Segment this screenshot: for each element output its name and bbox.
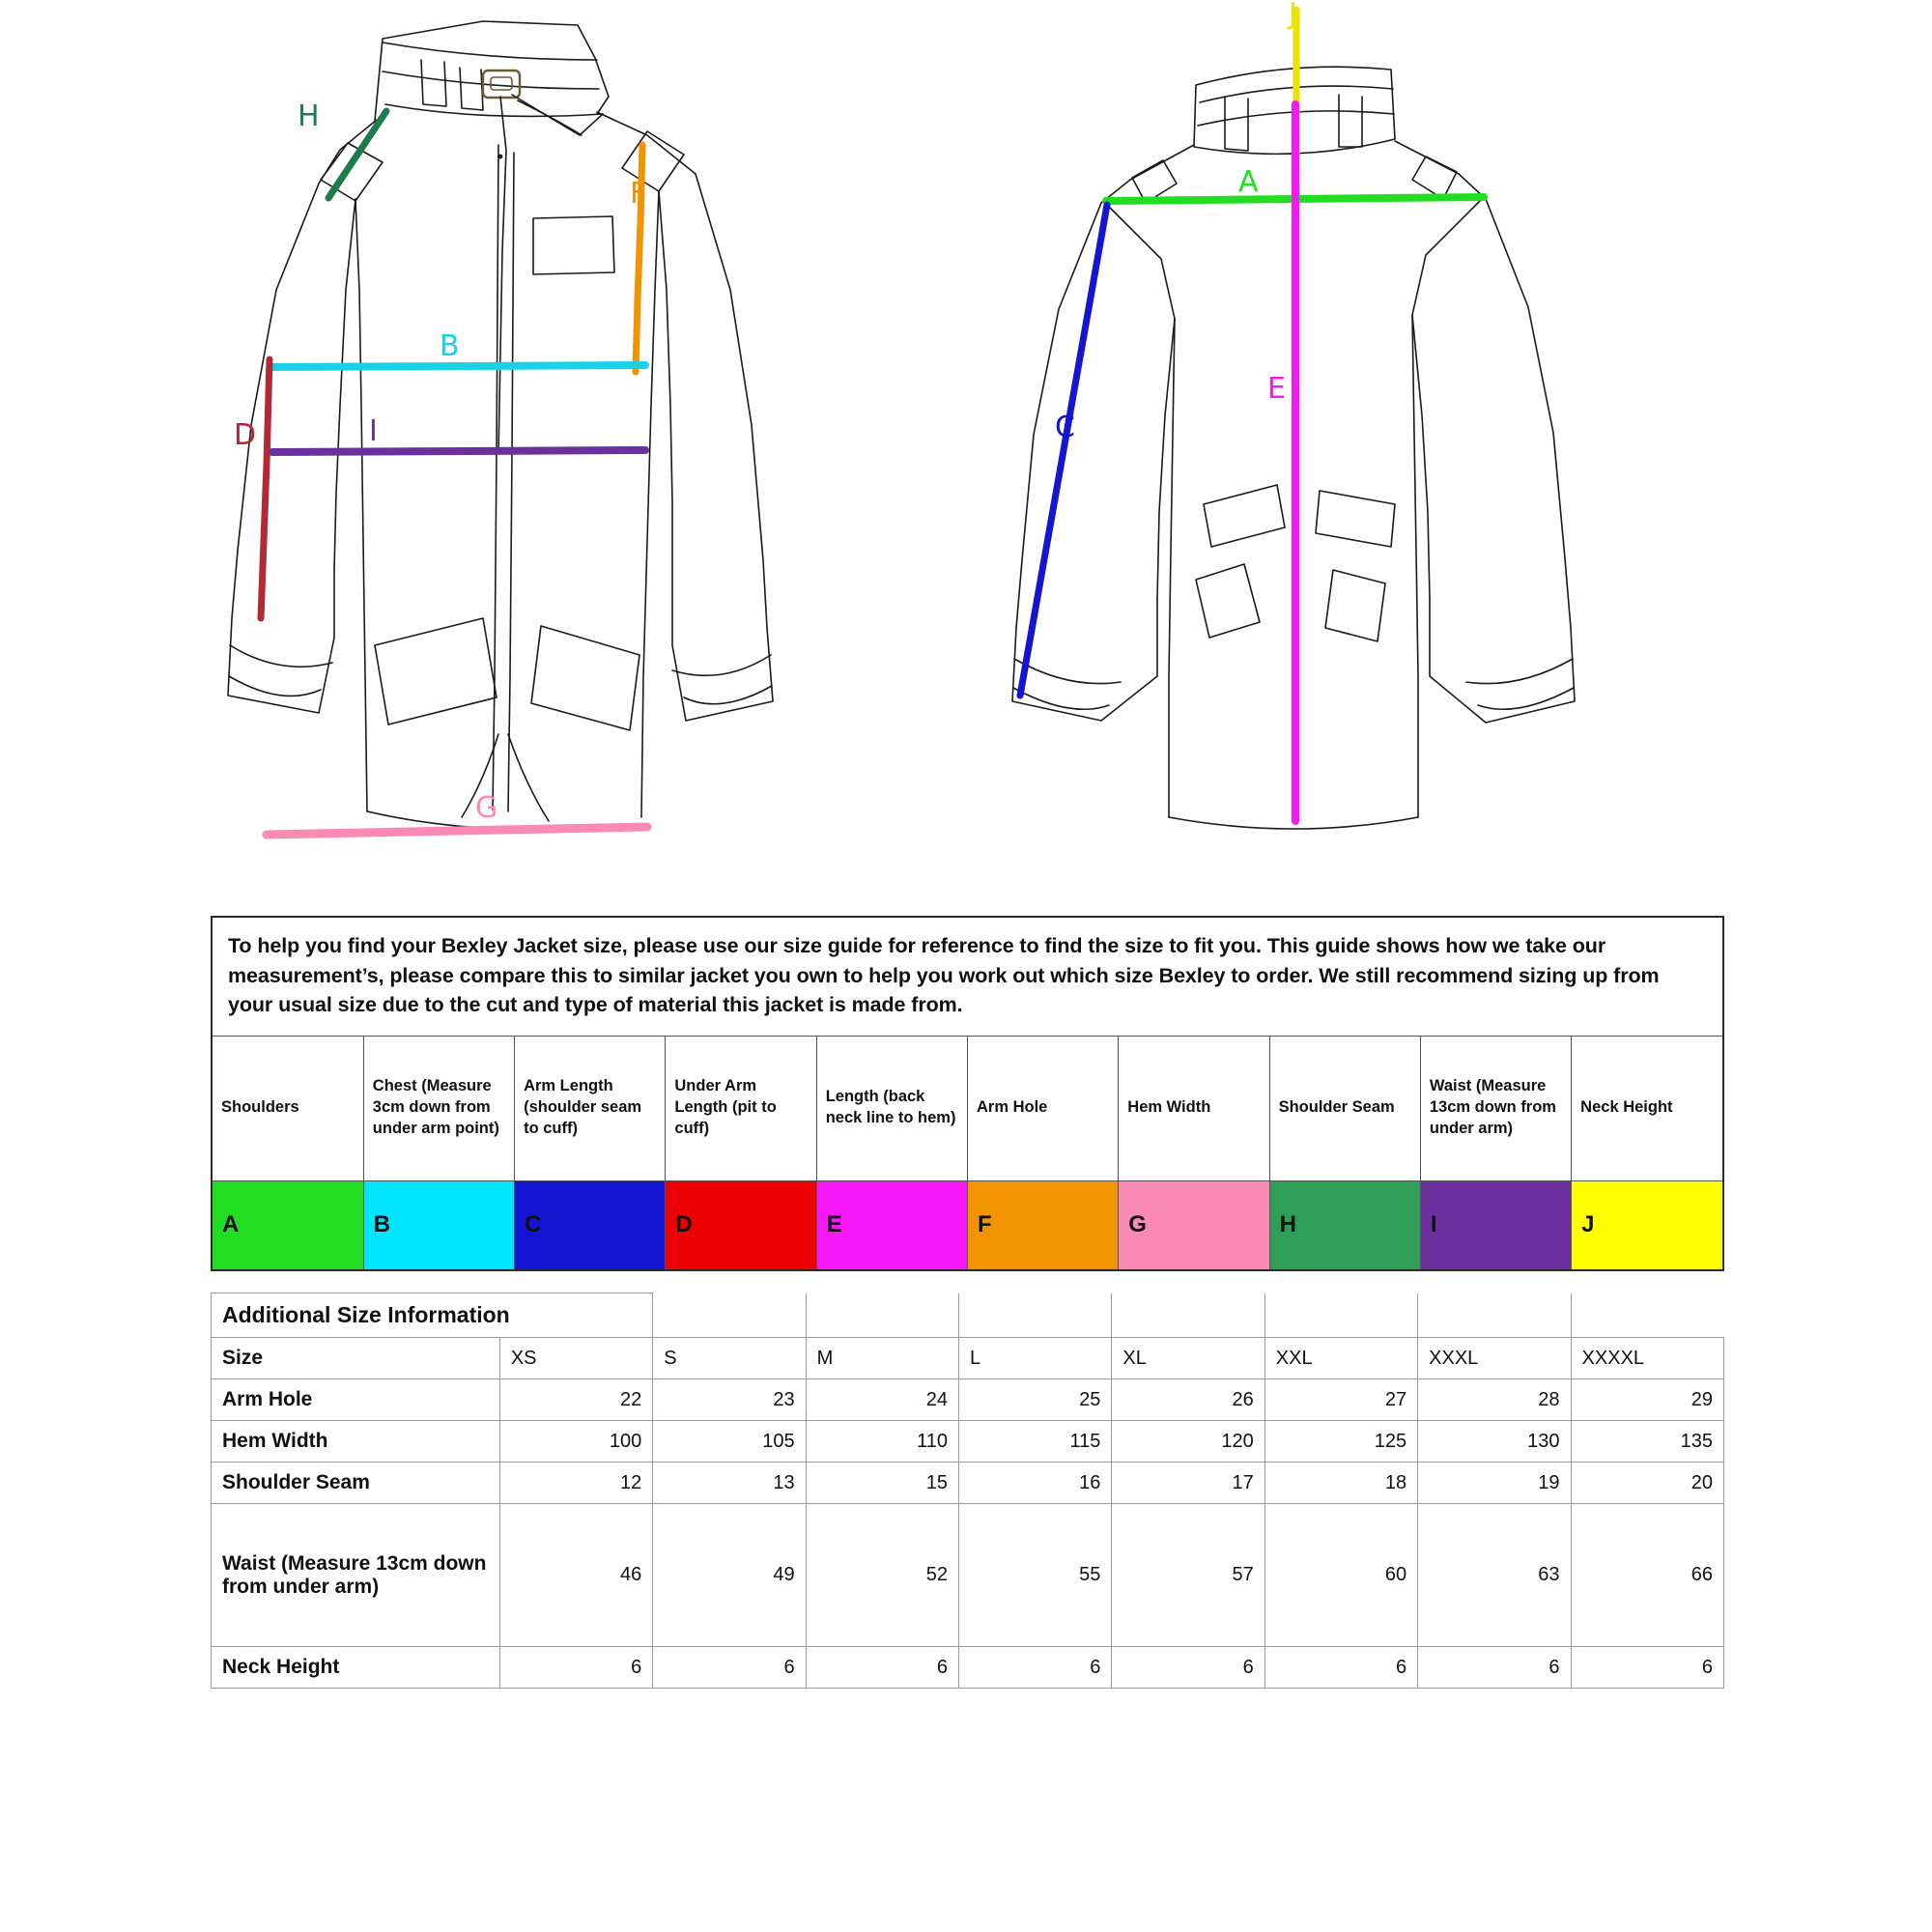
measure-line-b (271, 365, 645, 367)
swatch-g: G (1119, 1180, 1269, 1269)
size-header-xs: XS (499, 1338, 652, 1379)
swatch-e: E (816, 1180, 967, 1269)
title-spacer-5 (1264, 1293, 1417, 1338)
cell-hem-width-xs: 100 (499, 1421, 652, 1463)
additional-title: Additional Size Information (212, 1293, 653, 1338)
row-label-waist: Waist (Measure 13cm down from under arm) (212, 1504, 500, 1647)
title-spacer-7 (1571, 1293, 1723, 1338)
size-header-xxxxl: XXXXL (1571, 1338, 1723, 1379)
measurement-header-j: Neck Height (1572, 1036, 1722, 1180)
size-header-l: L (958, 1338, 1111, 1379)
cell-arm-hole-xxxxl: 29 (1571, 1379, 1723, 1421)
cell-neck-height-xs: 6 (499, 1647, 652, 1689)
cell-hem-width-xxxl: 130 (1418, 1421, 1571, 1463)
measure-label-h: H (298, 99, 320, 133)
additional-size-header-row (212, 1338, 1724, 1379)
cell-hem-width-l: 115 (958, 1421, 1111, 1463)
measurement-header-row (213, 1036, 1722, 1180)
cell-arm-hole-xl: 26 (1112, 1379, 1264, 1421)
measurement-header-b: Chest (Measure 3cm down from under arm point) (363, 1036, 514, 1180)
swatch-d: D (666, 1180, 816, 1269)
cell-shoulder-seam-xs: 12 (499, 1463, 652, 1504)
swatch-b: B (363, 1180, 514, 1269)
cell-hem-width-xxl: 125 (1264, 1421, 1417, 1463)
measure-label-g: G (475, 791, 498, 825)
measure-line-d (261, 359, 270, 618)
size-header-xxxl: XXXL (1418, 1338, 1571, 1379)
cell-hem-width-m: 110 (806, 1421, 958, 1463)
row-label-neck-height: Neck Height (212, 1647, 500, 1689)
measure-line-i (272, 450, 645, 452)
table-row (212, 1647, 1724, 1689)
cell-neck-height-xxl: 6 (1264, 1647, 1417, 1689)
cell-shoulder-seam-xxl: 18 (1264, 1463, 1417, 1504)
size-row-label: Size (212, 1338, 500, 1379)
measurement-key-table (213, 1036, 1722, 1270)
cell-arm-hole-m: 24 (806, 1379, 958, 1421)
cell-hem-width-s: 105 (653, 1421, 806, 1463)
title-spacer-1 (653, 1293, 806, 1338)
measurement-header-d: Under Arm Length (pit to cuff) (666, 1036, 816, 1180)
table-row (212, 1504, 1724, 1647)
row-label-hem-width: Hem Width (212, 1421, 500, 1463)
measure-label-j: J (1289, 0, 1297, 31)
measurement-header-e: Length (back neck line to hem) (816, 1036, 967, 1180)
measure-label-d: D (234, 418, 257, 452)
cell-neck-height-xxxl: 6 (1418, 1647, 1571, 1689)
title-spacer-2 (806, 1293, 958, 1338)
cell-waist-xxxl: 63 (1418, 1504, 1571, 1647)
measurement-swatch-row (213, 1180, 1722, 1269)
size-header-s: S (653, 1338, 806, 1379)
cell-arm-hole-l: 25 (958, 1379, 1111, 1421)
measure-label-b: B (440, 329, 460, 363)
measure-label-c: C (1055, 411, 1075, 444)
measurement-header-f: Arm Hole (967, 1036, 1118, 1180)
cell-neck-height-m: 6 (806, 1647, 958, 1689)
size-header-xl: XL (1112, 1338, 1264, 1379)
cell-neck-height-s: 6 (653, 1647, 806, 1689)
size-guide-intro: To help you find your Bexley Jacket size, please use our size guide for reference to find the size to fit you. This guide shows how we take our measurement’s, please compare this to similar jacket you own to help you work out which size Bexley to order. We still recommend sizing up from your usual size due to the cut and type of material this jacket is made from. (228, 934, 1660, 1017)
additional-size-table (211, 1293, 1724, 1689)
cell-neck-height-xl: 6 (1112, 1647, 1264, 1689)
additional-size-information (211, 1293, 1724, 1689)
swatch-j: J (1572, 1180, 1722, 1269)
measure-label-f: F (630, 177, 647, 211)
additional-title-row (212, 1293, 1724, 1338)
table-row (212, 1421, 1724, 1463)
cell-arm-hole-xs: 22 (499, 1379, 652, 1421)
cell-waist-l: 55 (958, 1504, 1111, 1647)
cell-shoulder-seam-m: 15 (806, 1463, 958, 1504)
cell-shoulder-seam-l: 16 (958, 1463, 1111, 1504)
cell-shoulder-seam-xxxl: 19 (1418, 1463, 1571, 1504)
row-label-arm-hole: Arm Hole (212, 1379, 500, 1421)
row-label-shoulder-seam: Shoulder Seam (212, 1463, 500, 1504)
cell-neck-height-l: 6 (958, 1647, 1111, 1689)
size-header-xxl: XXL (1264, 1338, 1417, 1379)
title-spacer-3 (958, 1293, 1111, 1338)
cell-shoulder-seam-xl: 17 (1112, 1463, 1264, 1504)
cell-waist-xxxxl: 66 (1571, 1504, 1723, 1647)
measurement-header-h: Shoulder Seam (1269, 1036, 1420, 1180)
cell-shoulder-seam-s: 13 (653, 1463, 806, 1504)
cell-neck-height-xxxxl: 6 (1571, 1647, 1723, 1689)
table-row (212, 1379, 1724, 1421)
cell-waist-s: 49 (653, 1504, 806, 1647)
cell-shoulder-seam-xxxxl: 20 (1571, 1463, 1723, 1504)
jacket-back-illustration (985, 0, 1604, 908)
measure-line-g (267, 827, 647, 835)
jacket-front-illustration (193, 0, 811, 908)
measurement-header-a: Shoulders (213, 1036, 363, 1180)
swatch-f: F (967, 1180, 1118, 1269)
measure-label-i: I (369, 414, 378, 448)
cell-waist-m: 52 (806, 1504, 958, 1647)
jacket-illustrations (0, 0, 1932, 916)
size-guide-box (211, 916, 1724, 1271)
measurement-header-i: Waist (Measure 13cm down from under arm) (1420, 1036, 1571, 1180)
swatch-c: C (515, 1180, 666, 1269)
cell-arm-hole-xxl: 27 (1264, 1379, 1417, 1421)
size-header-m: M (806, 1338, 958, 1379)
swatch-i: I (1420, 1180, 1571, 1269)
title-spacer-4 (1112, 1293, 1264, 1338)
cell-waist-xxl: 60 (1264, 1504, 1417, 1647)
cell-hem-width-xl: 120 (1112, 1421, 1264, 1463)
cell-arm-hole-s: 23 (653, 1379, 806, 1421)
measure-label-a: A (1238, 165, 1259, 199)
swatch-a: A (213, 1180, 363, 1269)
measure-line-c (1020, 205, 1107, 696)
swatch-h: H (1269, 1180, 1420, 1269)
measurement-header-c: Arm Length (shoulder seam to cuff) (515, 1036, 666, 1180)
cell-waist-xl: 57 (1112, 1504, 1264, 1647)
cell-waist-xs: 46 (499, 1504, 652, 1647)
measure-label-e: E (1267, 372, 1286, 406)
measurement-header-g: Hem Width (1119, 1036, 1269, 1180)
cell-arm-hole-xxxl: 28 (1418, 1379, 1571, 1421)
title-spacer-6 (1418, 1293, 1571, 1338)
cell-hem-width-xxxxl: 135 (1571, 1421, 1723, 1463)
table-row (212, 1463, 1724, 1504)
